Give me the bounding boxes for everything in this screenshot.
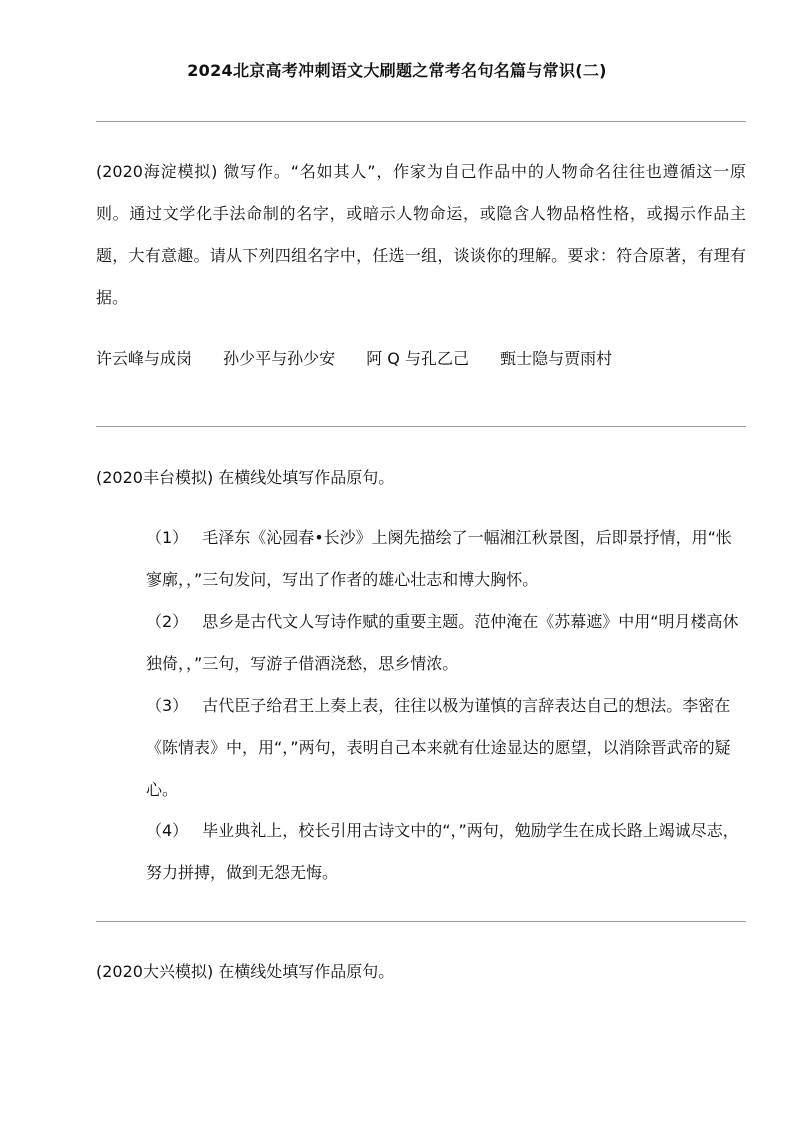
sub-question	[146, 517, 746, 601]
question-3-intro: (2020大兴模拟) 在横线处填写作品原句。	[96, 962, 395, 981]
name-option: 甄士隐与贾雨村	[500, 349, 613, 368]
sub-question-text: 思乡是古代文人写诗作赋的重要主题。范仲淹在《苏幕遮》中用“明月楼高休独倚，，”三句，写游子借酒浇愁，思乡情浓。	[146, 612, 739, 673]
name-options	[96, 338, 638, 380]
sub-question-number: （1）	[146, 528, 189, 547]
name-option: 许云峰与成岗	[96, 349, 193, 368]
sub-question-text: 毕业典礼上，校长引用古诗文中的“，”两句，勉励学生在成长路上竭诚尽志，努力拼搏，做到无怨无悔。	[146, 821, 739, 882]
divider	[96, 426, 746, 427]
divider	[96, 121, 746, 122]
sub-question	[146, 810, 746, 894]
sub-question	[146, 685, 746, 811]
document-title: 2024北京高考冲刺语文大刷题之常考名句名篇与常识(二)	[187, 61, 607, 80]
question-2-intro: (2020丰台模拟) 在横线处填写作品原句。	[96, 468, 395, 487]
question-1-text: (2020海淀模拟) 微写作。“名如其人”，作家为自己作品中的人物命名往往也遵循这一原则。通过文学化手法命制的名字，或暗示人物命运，或隐含人物品格性格，或揭示作品主题，大有意趣。请从下列四组名字中，任选一组，谈谈你的理解。要求：符合原著，有理有据。	[96, 162, 746, 307]
sub-question-number: （4）	[146, 821, 189, 840]
name-option: 孙少平与孙少安	[223, 349, 336, 368]
sub-question-number: （2）	[146, 612, 189, 631]
sub-question	[146, 601, 746, 685]
sub-question-text: 毛泽东《沁园春•长沙》上阕先描绘了一幅湘江秋景图，后即景抒情，用“怅寥廓，，”三句发问，写出了作者的雄心壮志和博大胸怀。	[146, 528, 732, 589]
name-option: 阿 Q 与孔乙己	[366, 349, 469, 368]
sub-question-number: （3）	[146, 696, 189, 715]
sub-question-text: 古代臣子给君王上奏上表，往往以极为谨慎的言辞表达自己的想法。李密在《陈情表》中，用“，”两句，表明自己本来就有仕途显达的愿望，以消除晋武帝的疑心。	[146, 696, 731, 799]
divider	[96, 921, 746, 922]
